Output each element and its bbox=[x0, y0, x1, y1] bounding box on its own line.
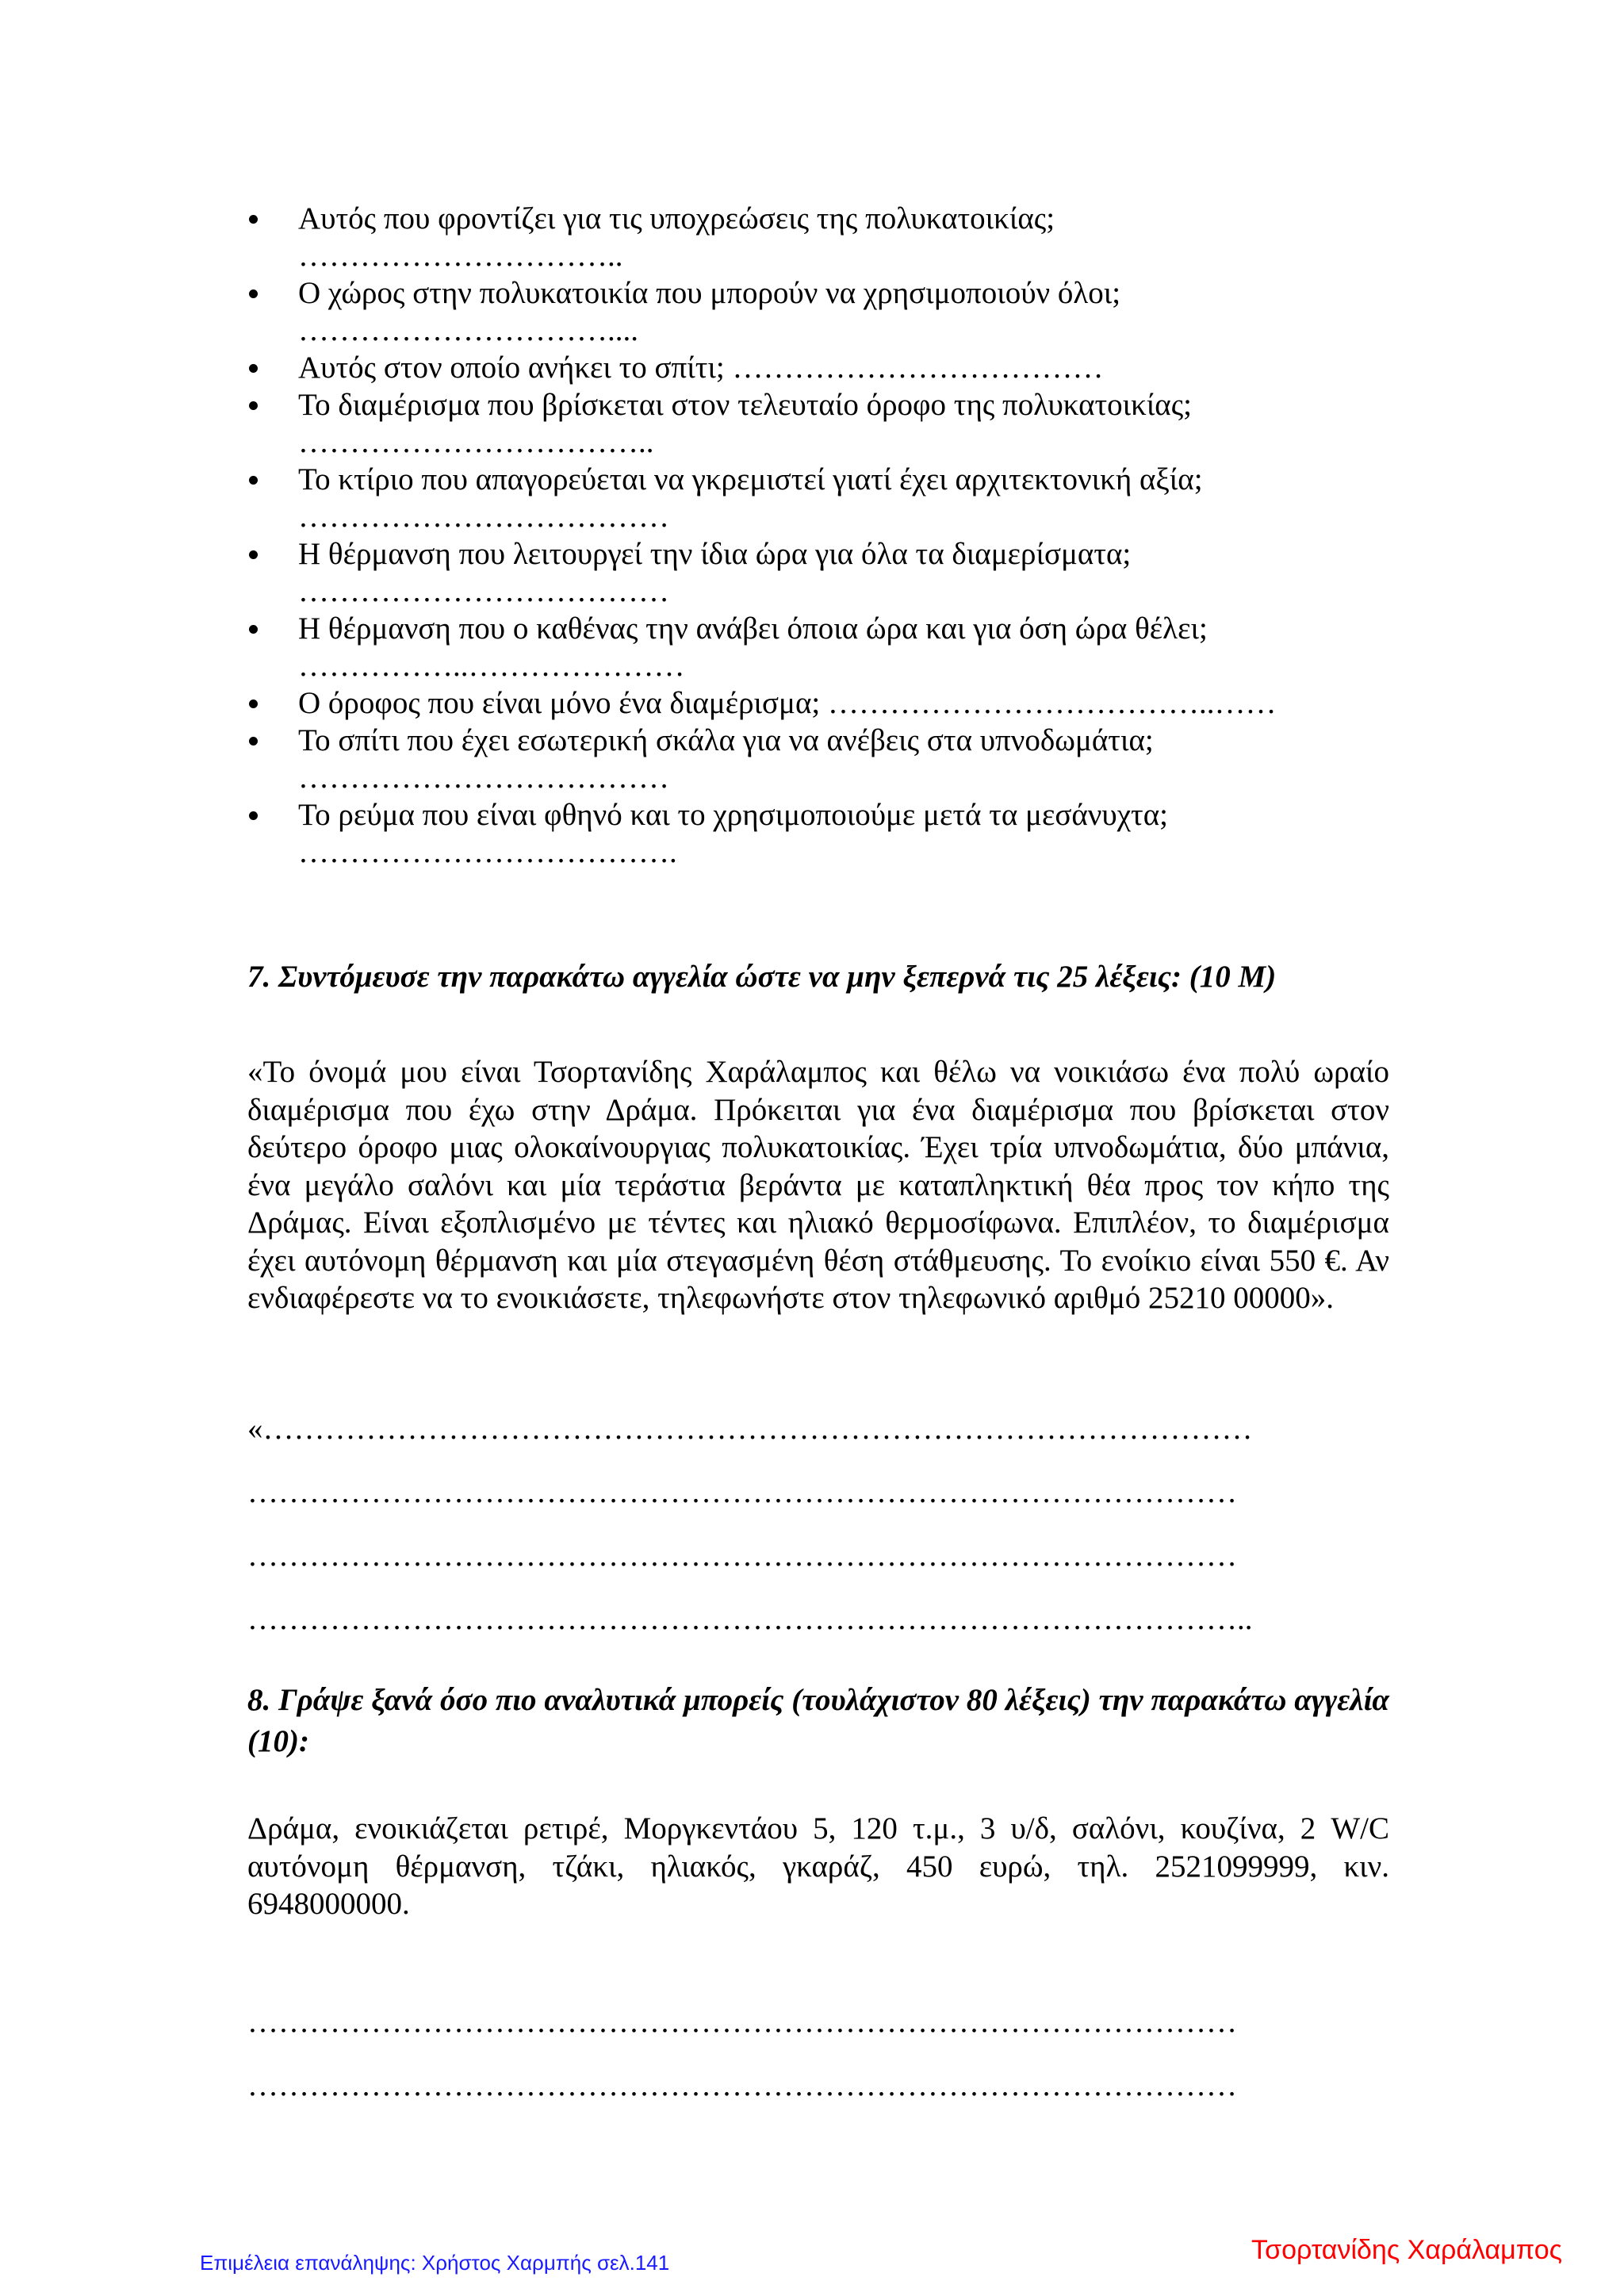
list-item bbox=[246, 722, 1388, 796]
list-item bbox=[246, 200, 1388, 274]
footer-credit: Επιμέλεια επανάληψης: Χρήστος Χαρμπής σελ.141 bbox=[200, 2251, 670, 2275]
answer-blank[interactable]: …………………………….. bbox=[298, 425, 654, 459]
list-item bbox=[246, 610, 1388, 684]
question-text: Αυτός στον οποίο ανήκει το σπίτι; bbox=[298, 351, 725, 385]
bullet-icon bbox=[249, 401, 258, 410]
answer-blank[interactable]: ……………………………… bbox=[732, 351, 1104, 385]
answer-line[interactable]: …………………………………………………………………………………… bbox=[247, 1475, 1237, 1509]
bullet-icon bbox=[249, 625, 258, 634]
definition-questions-list bbox=[246, 200, 1388, 871]
list-item bbox=[246, 535, 1388, 610]
answer-line[interactable]: …………………………………………………………………………………… bbox=[247, 1539, 1237, 1573]
answer-blank[interactable]: ………………………………. bbox=[298, 835, 677, 869]
task-8-answer-area bbox=[247, 1991, 1389, 2118]
answer-blank[interactable]: ………………………………..…… bbox=[828, 686, 1277, 720]
answer-blank[interactable]: ……………………………… bbox=[298, 761, 669, 795]
bullet-icon bbox=[249, 700, 258, 708]
answer-blank[interactable]: ……………..………………… bbox=[298, 649, 685, 683]
question-text: Αυτός που φροντίζει για τις υποχρεώσεις της πολυκατοικίας; bbox=[298, 201, 1055, 236]
bullet-icon bbox=[249, 476, 258, 485]
question-text: Η θέρμανση που λειτουργεί την ίδια ώρα για όλα τα διαμερίσματα; bbox=[298, 537, 1132, 571]
task-7-heading: 7. Συντόμευσε την παρακάτω αγγελία ώστε να μην ξεπερνά τις 25 λέξεις: (10 Μ) bbox=[247, 960, 1277, 994]
task-8-advertisement: Δράμα, ενοικιάζεται ρετιρέ, Μοργκεντάου 5, 120 τ.μ., 3 υ/δ, σαλόνι, κουζίνα, 2 W/C αυτόνομη θέρμανση, τζάκι, ηλιακός, γκαράζ, 450 ευρώ, τηλ. 2521099999, κιν. 6948000000. bbox=[247, 1811, 1389, 1921]
task-8-heading: 8. Γράψε ξανά όσο πιο αναλυτικά μπορείς (τουλάχιστον 80 λέξεις) την παρακάτω αγγελία (10): bbox=[247, 1683, 1389, 1758]
bullet-icon bbox=[249, 811, 258, 820]
question-text: Το διαμέρισμα που βρίσκεται στον τελευταίο όροφο της πολυκατοικίας; bbox=[298, 388, 1193, 422]
answer-blank[interactable]: ………………………….. bbox=[298, 239, 623, 273]
bullet-icon bbox=[249, 737, 258, 746]
answer-line[interactable]: «…………………………………………………………………………………… bbox=[247, 1412, 1253, 1446]
list-item bbox=[246, 349, 1388, 386]
bullet-icon bbox=[249, 550, 258, 559]
list-item bbox=[246, 461, 1388, 535]
answer-line[interactable]: …………………………………………………………………………………… bbox=[247, 2068, 1237, 2102]
question-text: Το σπίτι που έχει εσωτερική σκάλα για να ανέβεις στα υπνοδωμάτια; bbox=[298, 723, 1154, 757]
answer-line[interactable]: …………………………………………………………………………………… bbox=[247, 2005, 1237, 2039]
list-item bbox=[246, 796, 1388, 871]
list-item bbox=[246, 274, 1388, 349]
answer-line[interactable]: …………………………………………………………………………………….. bbox=[247, 1602, 1253, 1636]
question-text: Ο όροφος που είναι μόνο ένα διαμέρισμα; bbox=[298, 686, 821, 720]
list-item bbox=[246, 684, 1388, 722]
answer-blank[interactable]: ………………………….... bbox=[298, 313, 638, 347]
bullet-icon bbox=[249, 364, 258, 373]
question-text: Η θέρμανση που ο καθένας την ανάβει όποια ώρα και για όση ώρα θέλει; bbox=[298, 611, 1208, 646]
question-text: Το ρεύμα που είναι φθηνό και το χρησιμοποιούμε μετά τα μεσάνυχτα; bbox=[298, 798, 1168, 832]
task-7-advertisement: «Το όνομά μου είναι Τσορτανίδης Χαράλαμπος και θέλω να νοικιάσω ένα πολύ ωραίο διαμέρισμα που έχω στην Δράμα. Πρόκειται για ένα διαμέρισμα που βρίσκεται στον δεύτερο όροφο μιας ολοκαίνουργιας πολυκατοικίας. Έχει τρία υπνοδωμάτια, δύο μπάνια, ένα μεγάλο σαλόνι και μία τεράστια βεράντα με καταπληκτική θέα προς τον κήπο της Δράμας. Είναι εξοπλισμένο με τέντες και ηλιακό θερμοσίφωνα. Επιπλέον, το διαμέρισμα έχει αυτόνομη θέρμανση και μία στεγασμένη θέση στάθμευσης. Το ενοίκιο είναι 550 €. Αν ενδιαφέρεστε να το ενοικιάσετε, τηλεφωνήστε στον τηλεφωνικό αριθμό 25210 00000». bbox=[247, 1055, 1389, 1315]
question-text: Ο χώρος στην πολυκατοικία που μπορούν να χρησιμοποιούν όλοι; bbox=[298, 276, 1121, 310]
list-item bbox=[246, 386, 1388, 461]
task-7-answer-area bbox=[247, 1397, 1389, 1651]
answer-blank[interactable]: ……………………………… bbox=[298, 500, 669, 534]
answer-blank[interactable]: ……………………………… bbox=[298, 574, 669, 608]
footer-author: Τσορτανίδης Χαράλαμπος bbox=[1251, 2235, 1562, 2265]
bullet-icon bbox=[249, 289, 258, 298]
bullet-icon bbox=[249, 215, 258, 224]
question-text: Το κτίριο που απαγορεύεται να γκρεμιστεί γιατί έχει αρχιτεκτονική αξία; bbox=[298, 462, 1203, 496]
